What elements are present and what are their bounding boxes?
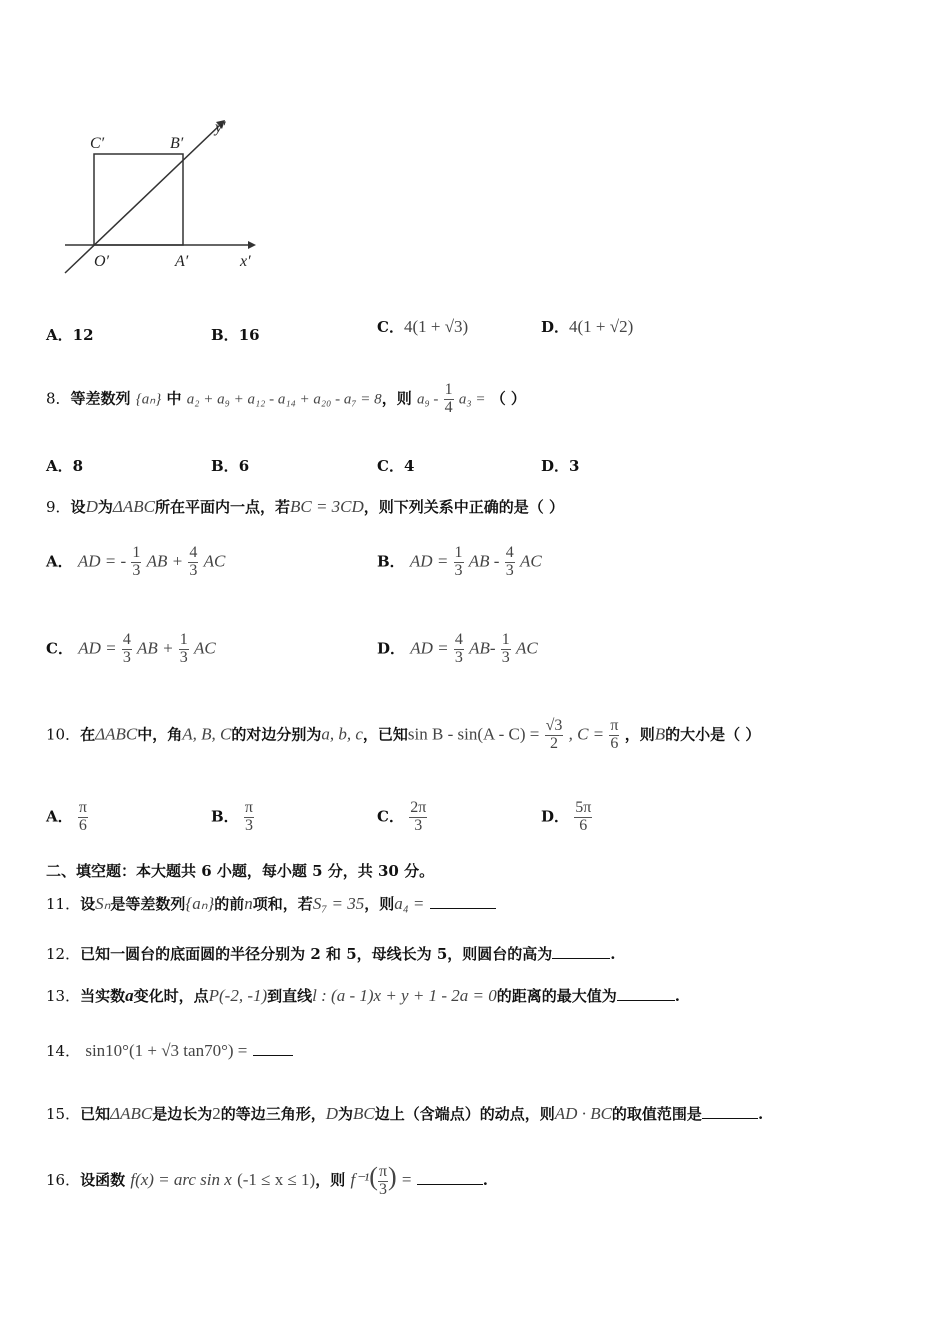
question-9: 9．设D为ΔABC所在平面内一点，若BC = 3CD，则下列关系中正确的是（ ） xyxy=(46,497,565,516)
q7-option-c: C．4(1 + √3) xyxy=(377,317,469,336)
label-c: C′ xyxy=(90,135,105,152)
answer-blank[interactable] xyxy=(417,1170,483,1185)
coordinate-figure xyxy=(50,110,280,285)
q9-option-a: A． AD = - $\frac{1}{3}$ AB + $\frac{4}{3}$ AC xyxy=(46,544,226,579)
answer-blank[interactable] xyxy=(552,944,610,959)
question-11: 11．设Sₙ是等差数列{aₙ}的前n项和，若S₇ = 35，则a₄ = xyxy=(46,893,496,914)
section-heading: 二、填空题：本大题共 6 小题，每小题 5 分，共 30 分。 xyxy=(46,862,435,880)
question-13: 13．当实数a变化时，点P(-2, -1)到直线l : (a - 1)x + y + 1 - 2a = 0的距离的最大值为 . xyxy=(46,986,680,1005)
q8-option-c: C．4 xyxy=(377,457,415,475)
question-16: 16．设函数 f(x) = arc sin x (-1 ≤ x ≤ 1)，则 f⁻¹( $\frac{\pi}{3}$ ) = . xyxy=(46,1162,488,1198)
question-12: 12．已知一圆台的底面圆的半径分别为 2 和 5，母线长为 5，则圆台的高为 . xyxy=(46,945,616,963)
label-o: O′ xyxy=(94,253,110,270)
q8-option-d: D．3 xyxy=(541,457,580,475)
question-10: 10．在ΔABC中，角A, B, C的对边分别为a, b, c，已知sin B - sin(A - C) = $\frac{√3}{2}$ , C = $\frac{\pi}{6}$ ，则B的大小是（ ） xyxy=(46,717,761,752)
q10-option-d: D． $\frac{5\pi}{6}$ xyxy=(541,799,592,834)
label-y: y′ xyxy=(215,119,226,136)
q10-option-b: B． $\frac{\pi}{3}$ xyxy=(211,799,253,834)
answer-blank[interactable] xyxy=(617,986,675,1001)
answer-blank[interactable] xyxy=(430,894,496,909)
q8-option-a: A．8 xyxy=(46,457,84,475)
q7-option-a: A．12 xyxy=(46,326,94,344)
q7-option-d: D．4(1 + √2) xyxy=(541,317,634,336)
label-a: A′ xyxy=(175,253,189,270)
q10-option-c: C． $\frac{2\pi}{3}$ xyxy=(377,799,427,834)
label-b: B′ xyxy=(170,135,184,152)
question-15: 15．已知ΔABC是边长为2的等边三角形，D为BC边上（含端点）的动点，则AD · BC的取值范围是 . xyxy=(46,1104,764,1123)
label-x: x′ xyxy=(240,253,251,270)
answer-blank[interactable] xyxy=(702,1104,758,1119)
q9-option-d: D． AD = $\frac{4}{3}$ AB- $\frac{1}{3}$ AC xyxy=(377,631,538,666)
q7-option-b: B．16 xyxy=(211,326,260,344)
answer-blank[interactable] xyxy=(253,1041,293,1056)
q9-option-c: C． AD = $\frac{4}{3}$ AB + $\frac{1}{3}$ AC xyxy=(46,631,216,666)
q9-option-b: B． AD = $\frac{1}{3}$ AB - $\frac{4}{3}$ AC xyxy=(377,544,542,579)
q8-option-b: B．6 xyxy=(211,457,250,475)
q10-option-a: A． $\frac{\pi}{6}$ xyxy=(46,799,87,834)
question-14: 14． sin10°(1 + √3 tan70°) = xyxy=(46,1040,293,1061)
question-8: 8．等差数列 {aₙ} 中 a₂ + a₉ + a₁₂ - a₁₄ + a₂₀ - a₇ = 8，则 a₉ - $\frac{1}{4}$ a₃ = （ ） xyxy=(46,381,526,416)
